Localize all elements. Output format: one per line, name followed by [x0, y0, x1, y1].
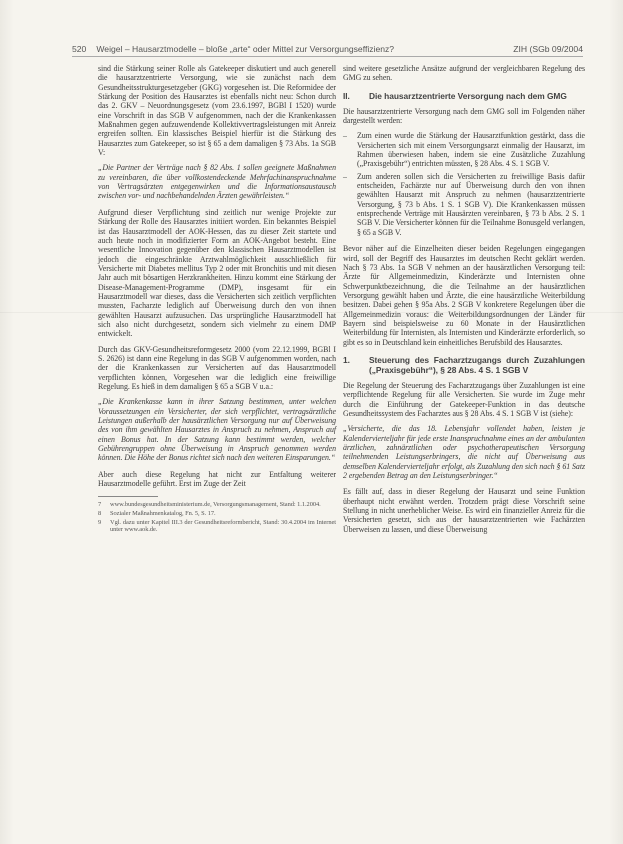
paragraph: Die Regelung der Steuerung des Facharztzugangs über Zuzahlungen ist eine verpflichtende Regelung für alle Versicherten. Sie wurde im Zuge mehr durch die Einführung der Gatekeeper-Funktion in das deutsche Gesundheitssystem des Facharztes aus § 28 Abs. 4 S. 1 SGB V ist (siehe):	[343, 380, 585, 418]
statute-quote: „Versicherte, die das 18. Lebensjahr vollendet haben, leisten je Kalendervierteljahr für jede erste Inanspruchnahme eines an der ambulanten ärztlichen, zahnärztlichen oder psychotherapeutischen Versorgung teilnehmenden Leistungserbringers, die nicht auf Überweisung aus demselben Kalendervierteljahr erfolgt, als Zuzahlung den sich nach § 61 Satz 2 ergebenden Betrag an den Leistungserbringer.“	[343, 424, 585, 481]
paragraph: Aufgrund dieser Verpflichtung sind zeitlich nur wenige Projekte zur Stärkung der Rolle des Hausarztes initiiert worden. Ein bekanntes Beispiel ist das Hausarztmodell der AOK-Hessen, das zu dieser Zeit startete und auch heute noch in modifizierter Form an AOK-Angebot besteht. Eine wesentliche Innovation gegenüber den klassischen Hausarztmodellen ist jedoch die eingeschränkte Arztwahlmöglichkeit ausschließlich für Versicherte mit Diabetes mellitus Typ 2 oder mit Bronchitis und mit diesen Jahr auch mit bösartigen Herzkrankheiten. Hinzu kommt eine Stärkung der Disease-Management-Programme (DMP), insgesamt für ein Hausarztmodell war dieses, dass die Versicherten sich zeitlich verpflichten mussten, Facharzte lediglich auf Überweisung durch den von ihnen gewählten Hausarzt aufzusuchen. Das ursprüngliche Hausarztmodell hat sich also nicht durchgesetzt, sondern sich vielmehr zu einem DMP entwickelt.	[98, 207, 336, 339]
list-item-text: Zum anderen sollen sich die Versicherten zu freiwillige Basis dafür entscheiden, Fachärzte nur auf Überweisung durch den von ihnen gewählten Hausarzt mit Anspruch zu nehmen (hausarztzentrierte Versorgung, § 73 b Abs. 1 S. 1 SGB V). Die Krankenkassen müssen entsprechende Verträge mit Hausärzten vereinbaren, § 73 b Abs. 2 S. 1 SGB V. Die Versicherter können für die Teilnahme Bonusgeld verlangen, § 65 a SGB V.	[357, 171, 585, 237]
footnote	[98, 501, 336, 509]
statute-quote: „Die Krankenkasse kann in ihrer Satzung bestimmen, unter welchen Voraussetzungen ein Versicherter, der sich verpflichtet, vertragsärztliche Leistungen außerhalb der hausärztlichen Versorgung nur auf Überweisung des von ihm gewählten Hausarztes in Anspruch zu nehmen, Anspruch auf einen Bonus hat. In der Satzung kann bestimmt werden, welcher Gebührengruppen ohne Überweisung in Anspruch genommen werden können. Die Höhe der Bonus richtet sich nach den weiteren Einsparungen.“	[98, 397, 336, 463]
page-number: 520	[72, 44, 87, 54]
footnote-separator	[98, 496, 158, 497]
statute-quote: „Die Partner der Verträge nach § 82 Abs. 1 sollen geeignete Maßnahmen zu vereinbaren, die über vollkostendeckende Mehrfachinanspruchnahme von Vertragsärzten entgegenwirken und die Informationsaustausch zwischen vor- und nachbehandelnden Ärzten gewährleisten.“	[98, 163, 336, 201]
dash-list	[343, 131, 585, 237]
footnote-text: Vgl. dazu unter Kapitel III.3 der Gesundheitsreformbericht, Stand: 30.4.2004 im Internet unter www.aok.de.	[110, 518, 336, 534]
paragraph: Durch das GKV-Gesundheitsreformgesetz 2000 (vom 22.12.1999, BGBl I S. 2626) ist dann eine Regelung in das SGB V aufgenommen worden, nach der die Krankenkassen zur Versicherten auf das Hausarztmodell verpflichten können, Vorgesehen war die lediglich eine freiwillige Regelung. Es hieß in dem damaligen § 65 a SGB V u.a.:	[98, 344, 336, 391]
dash-marker: –	[343, 131, 347, 141]
paragraph: Bevor näher auf die Einzelheiten dieser beiden Regelungen eingegangen wird, soll der Begriff des Hausarztes im deutschen Recht geklärt werden. Nach § 73 Abs. 1a SGB V nehmen an der hausärztlichen Versorgung teil: Ärzte für Allgemeinmedizin, Kinderärzte und Internisten ohne Schwerpunktbezeichnung, die die Teilnahme an der hausärztlichen Versorgung gewählt haben und Ärzte, die eine hausärztliche Weiterbildung besitzen. Dabei gehen § 95a Abs. 2 SGB V konkretere Regelungen über die Allgemeinmedizin voraus: die Weiterbildungsordnungen der Länder für Bayern sind beispielsweise zu 60 Monate in der Hausärztlichen Weiterbildung für Internisten, als Internisten und Kinderärzte erforderlich, so gibt es so in Deutschland kein einheitliches Berufsbild des Hausarztes.	[343, 244, 585, 347]
footnote	[98, 510, 336, 518]
section-number: II.	[343, 90, 350, 101]
list-item-text: Zum einen wurde die Stärkung der Hausarztfunktion gestärkt, dass die Versicherten sich mit einem Versorgungsarzt einmalig der Hausarzt, im Rahmen überwiesen haben, indem sie eine Zusätzliche Zuzahlung („Praxisgebühr“) entrichten müssten, § 28 Abs. 4 S. 1 SGB V.	[357, 131, 585, 169]
footnote-mark: 7	[98, 501, 102, 509]
footnote-mark: 9	[98, 518, 102, 526]
left-column	[98, 64, 336, 535]
paragraph: Die hausarztzentrierte Versorgung nach dem GMG soll im Folgenden näher dargestellt werden:	[343, 106, 585, 126]
footnote-mark: 8	[98, 510, 102, 518]
footnote-text: Sozialer Maßnahmenkatalog, Fn. 5, S. 17.	[110, 510, 216, 518]
paragraph: Es fällt auf, dass in dieser Regelung der Hausarzt und seine Funktion überhaupt nicht erwähnt werden. Trotzdem prägt diese Vorschrift seine Stellung in nicht unerheblicher Weise. Es wird ein finanzieller Anreiz für die Versicherten gesetzt, sich aus der hausarztzentrierten wie Fachärzten Überweisen zu lassen, und diese Überweisung	[343, 487, 585, 534]
paragraph: sind weitere gesetzliche Ansätze aufgrund der vergleichbaren Regelung des GMG zu sehen.	[343, 64, 585, 83]
subsection-title: Steuerung des Facharztzugangs durch Zuzahlungen („Praxisgebühr“), § 28 Abs. 4 S. 1 SGB V	[369, 354, 585, 375]
subsection-heading	[343, 355, 585, 375]
running-header	[72, 44, 583, 57]
dash-marker: –	[343, 171, 347, 181]
running-title: Weigel – Hausarztmodelle – bloße „arte“ oder Mittel zur Versorgungseffizienz?	[96, 44, 395, 54]
subsection-number: 1.	[343, 354, 350, 365]
journal-reference: ZIH (SGb 09/2004	[513, 44, 583, 54]
right-column	[343, 64, 585, 540]
paragraph: sind die Stärkung seiner Rolle als Gatekeeper diskutiert und auch generell die hausarztzentrierte Versorgung, wie sie zunächst nach dem Gesundheitsstrukturgesetzgeber (GKG) vorgesehen ist. Die Reformidee der Stärkung der Position des Hausarztes ist ebenfalls nicht neu: Schon durch das 2. GKV – Neuordnungsgesetz (vom 23.6.1997, BGBl I 1520) wurde eine Vorschrift in das SGB V aufgenommen, nach der die Krankenkassen Maßnahmen gegen aufzuwendende Kollektivvertragsleistungen mit Anreiz ergreifen sollten. Ein klassisches Beispiel hierfür ist die Stärkung des Hausarztes zum Gatekeeper, so ist § 65 a dem damaligen § 73 Abs. 1a SGB V:	[98, 64, 336, 158]
footnote-text: www.bundesgesundheitsministerium.de, Versorgungsmanagement, Stand: 1.1.2004.	[110, 501, 321, 509]
paragraph: Aber auch diese Regelung hat nicht zur Entfaltung weiterer Hausarztmodelle geführt. Erst im Zuge der Zeit	[98, 469, 336, 489]
list-item	[343, 172, 585, 237]
section-title: Die hausarztzentrierte Versorgung nach dem GMG	[369, 90, 567, 101]
list-item	[343, 131, 585, 168]
section-heading	[343, 91, 585, 101]
footnote	[98, 519, 336, 534]
